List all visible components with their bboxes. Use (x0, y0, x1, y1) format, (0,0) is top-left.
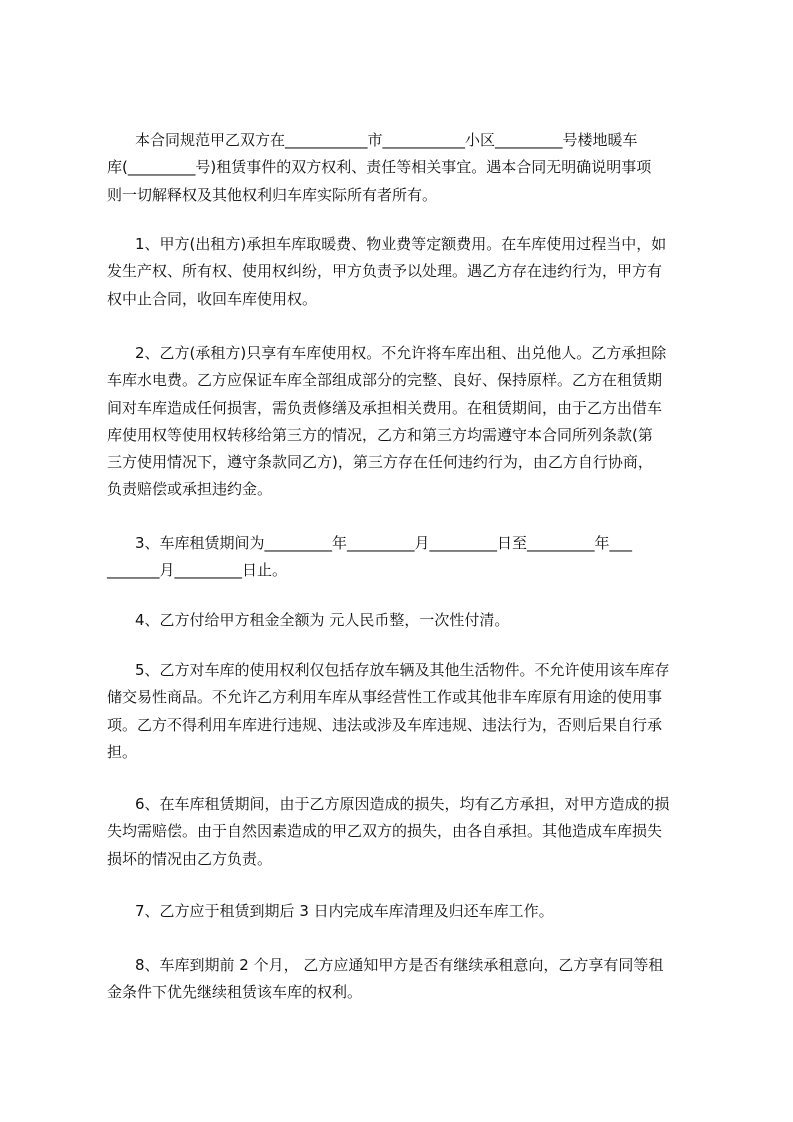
paragraph-line: 4、乙方付给甲方租金全额为 元人民币整，一次性付清。 (135, 611, 510, 629)
paragraph-line: 库(_________号)租赁事件的双方权利、责任等相关事宜。遇本合同无明确说明事项 (107, 158, 652, 177)
paragraph-0 (107, 127, 697, 209)
paragraph-8 (107, 952, 697, 1007)
paragraph-line: 间对车库造成任何损害，需负责修缮及承担相关费用。在租赁期间，由于乙方出借车 (107, 398, 663, 417)
paragraph-7 (107, 898, 697, 925)
paragraph-line: 5、乙方对车库的使用权利仅包括存放车辆及其他生活物件。不允许使用该车库存 (135, 661, 670, 679)
paragraph-line: 项。乙方不得利用车库进行违规、违法或涉及车库违规、违法行为，否则后果自行承 (107, 715, 663, 734)
paragraph-line: 车库水电费。乙方应保证车库全部组成部分的完整、良好、保持原样。乙方在租赁期 (107, 371, 663, 390)
paragraph-line: 储交易性商品。不允许乙方利用车库从事经营性工作或其他非车库原有用途的使用事 (107, 688, 663, 707)
paragraph-line: 库使用权等使用权转移给第三方的情况，乙方和第三方均需遵守本合同所列条款(第 (107, 425, 653, 444)
paragraph-3 (107, 530, 697, 585)
paragraph-line: 6、在车库租赁期间，由于乙方原因造成的损失，均有乙方承担，对甲方造成的损 (135, 795, 670, 813)
paragraph-line: 担。 (107, 742, 138, 761)
paragraph-line: 7、乙方应于租赁到期后 3 日内完成车库清理及归还车库工作。 (135, 902, 554, 920)
paragraph-1 (107, 231, 697, 313)
paragraph-line: 1、甲方(出租方)承担车库取暖费、物业费等定额费用。在车库使用过程当中，如 (135, 235, 667, 253)
paragraph-line: 三方使用情况下，遵守条款同乙方)，第三方存在任何违约行为，由乙方自行协商， (107, 453, 653, 472)
paragraph-line: 权中止合同，收回车库使用权。 (107, 289, 318, 308)
paragraph-line: _______月_________日止。 (107, 561, 288, 580)
paragraph-6 (107, 791, 697, 873)
paragraph-line: 失均需赔偿。由于自然因素造成的甲乙双方的损失，由各自承担。其他造成车库损失 (107, 822, 663, 841)
paragraph-line: 本合同规范甲乙双方在___________市___________小区_________号楼地暖车 (135, 131, 638, 149)
paragraph-line: 3、车库租赁期间为_________年_________月_________日至_________年___ (135, 534, 633, 552)
paragraph-line: 8、车库到期前 2 个月， 乙方应通知甲方是否有继续承租意向，乙方享有同等租 (135, 956, 664, 974)
paragraph-2 (107, 340, 697, 504)
paragraph-line: 损坏的情况由乙方负责。 (107, 849, 273, 868)
paragraph-line: 2、乙方(承租方)只享有车库使用权。不允许将车库出租、出兑他人。乙方承担除 (135, 344, 667, 362)
paragraph-line: 金条件下优先继续租赁该车库的权利。 (107, 983, 363, 1002)
paragraph-5 (107, 657, 697, 766)
paragraph-4 (107, 607, 697, 634)
paragraph-line: 负责赔偿或承担违约金。 (107, 480, 273, 499)
paragraph-line: 发生产权、所有权、使用权纠纷，甲方负责予以处理。遇乙方存在违约行为，甲方有 (107, 262, 663, 281)
paragraph-line: 则一切解释权及其他权利归车库实际所有者所有。 (107, 185, 438, 204)
